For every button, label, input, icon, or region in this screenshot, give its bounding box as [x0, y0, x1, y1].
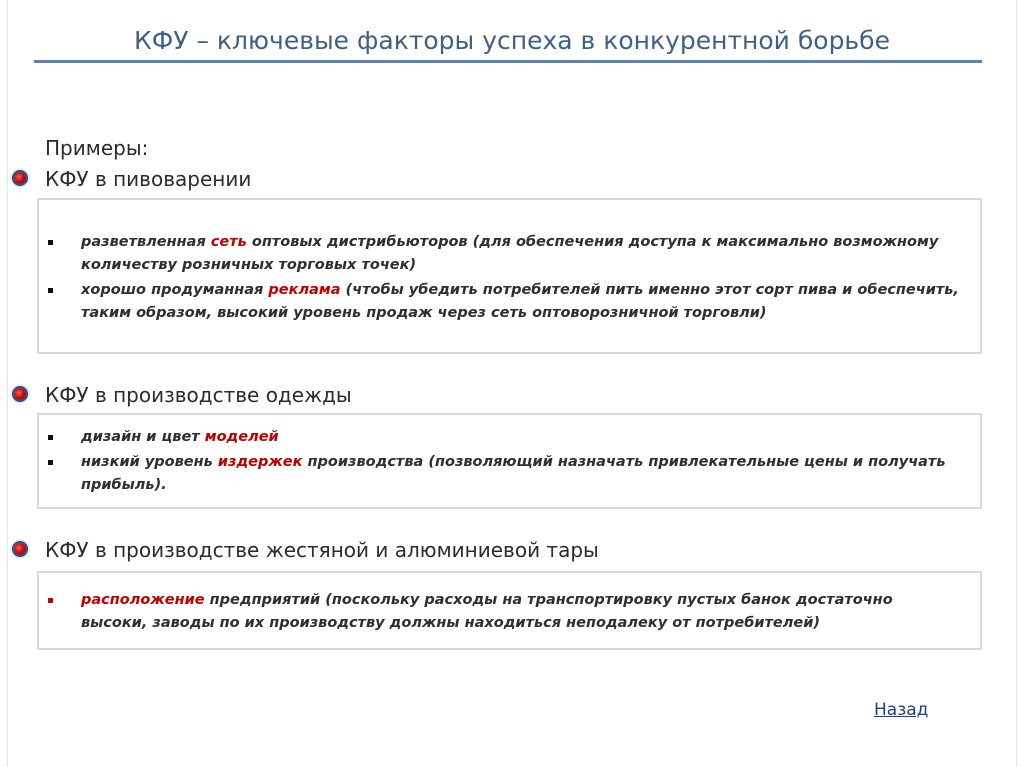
item-highlight: издержек: [217, 454, 303, 470]
list-item: [81, 589, 961, 635]
red-bullet-icon: [14, 388, 26, 400]
list-item: [81, 279, 961, 325]
square-bullet-icon: [48, 288, 53, 293]
item-text: низкий уровень: [81, 454, 218, 470]
square-bullet-icon: [48, 598, 53, 603]
square-bullet-icon: [48, 435, 53, 440]
examples-label: Примеры:: [45, 136, 149, 160]
section-heading-brewing: КФУ в пивоварении: [45, 167, 252, 191]
title-underline: [34, 60, 982, 63]
square-bullet-icon: [48, 240, 53, 245]
content-box-clothing: [37, 413, 982, 509]
list-item: [81, 231, 961, 277]
item-text: производства (позволяющий назначать привлекательные цены и получать прибыль).: [81, 454, 946, 493]
item-text: (чтобы убедить потребителей пить именно этот сорт пива и обеспечить, таким образом, высокий уровень продаж через сеть оптоворозничной торговли): [81, 282, 959, 321]
content-box-brewing: [37, 198, 982, 354]
section-heading-cans: КФУ в производстве жестяной и алюминиевой тары: [45, 538, 599, 562]
item-text: разветвленная: [81, 234, 211, 250]
item-highlight: расположение: [81, 592, 205, 608]
item-text: дизайн и цвет: [81, 429, 205, 445]
red-bullet-icon: [14, 172, 26, 184]
item-text: оптовых дистрибьюторов (для обеспечения доступа к максимально возможному количеству розничных торговых точек): [81, 234, 939, 273]
section-heading-clothing: КФУ в производстве одежды: [45, 383, 352, 407]
red-bullet-icon: [14, 543, 26, 555]
list-item: [81, 451, 961, 497]
square-bullet-icon: [48, 460, 53, 465]
item-highlight: реклама: [268, 282, 341, 298]
content-box-cans: [37, 571, 982, 650]
item-highlight: моделей: [204, 429, 279, 445]
back-link[interactable]: Назад: [874, 700, 929, 720]
item-text: предприятий (поскольку расходы на транспортировку пустых банок достаточно высоки, заводы по их производству должны находиться неподалеку от потребителей): [81, 592, 893, 631]
list-item: [81, 426, 961, 449]
item-text: хорошо продуманная: [81, 282, 269, 298]
slide-title: КФУ – ключевые факторы успеха в конкурентной борьбе: [134, 26, 890, 55]
item-highlight: сеть: [210, 234, 247, 250]
